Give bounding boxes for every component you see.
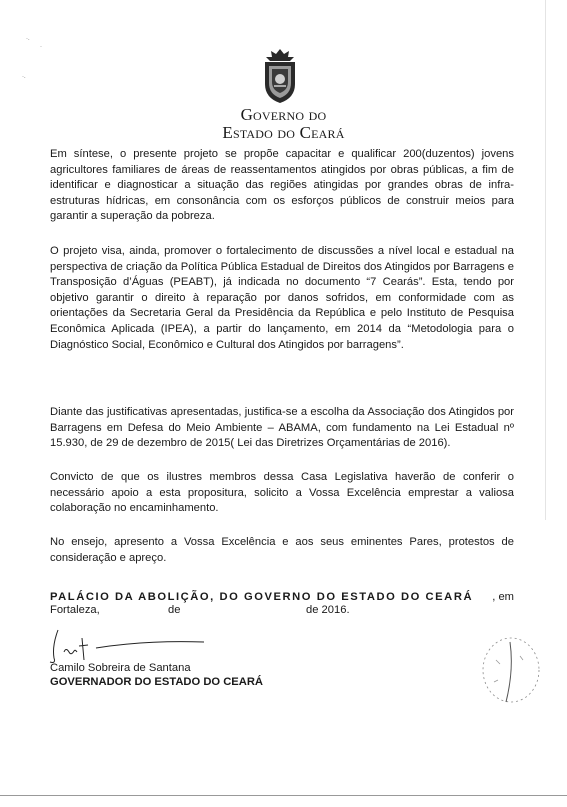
footer-rule	[0, 795, 567, 796]
official-stamp	[476, 630, 546, 710]
header-governo: Governo do	[240, 105, 327, 124]
closing-line	[50, 590, 514, 604]
header-estado: Estado do Ceará	[222, 123, 345, 142]
paragraph-4: Convicto de que os ilustres membros dessa Casa Legislativa haverão de conferir o necessário apoio a esta propositura, solicito a Vossa Excelência emprestar a valiosa colaboração no encaminhamento.	[50, 471, 514, 515]
paragraph-3: Diante das justificativas apresentadas, justifica-se a escolha da Associação dos Atingidos por Barragens em Defesa do Meio Ambiente – ABAMA, com fundamento na Lei Estadual nº 15.930, de 29 de dezembro de 2015( Lei das Diretrizes Orçamentárias de 2016).	[50, 406, 514, 450]
date-line	[50, 603, 514, 617]
scan-speck: ·.	[22, 74, 26, 80]
palace-em: , em	[492, 591, 514, 603]
scan-edge-line	[545, 0, 546, 520]
palace-heading	[50, 590, 490, 604]
palace-heading-text: PALÁCIO DA ABOLIÇÃO, DO GOVERNO DO ESTADO DO CEARÁ	[50, 591, 474, 603]
date-year: de 2016.	[306, 604, 350, 616]
signatory-title: GOVERNADOR DO ESTADO DO CEARÁ	[50, 676, 263, 688]
scan-speck: ·	[40, 44, 42, 50]
state-coat-of-arms-icon	[262, 48, 298, 104]
signatory-name: Camilo Sobreira de Santana	[50, 662, 191, 674]
paragraph-5: No ensejo, apresento a Vossa Excelência e aos seus eminentes Pares, protestos de consideração e apreço.	[50, 536, 514, 564]
paragraph-1: Em síntese, o presente projeto se propõe capacitar e qualificar 200(duzentos) jovens agricultores familiares de áreas de reassentamentos atingidos por obras públicas, a fim de identificar e diagnosticar a situação das regiões atingidas por grandes obras de infra-estruturas hídricas, em consonância com os esforços públicos de construir meios para garantir a superação da pobreza.	[50, 148, 514, 223]
paragraph-2: O projeto visa, ainda, promover o fortalecimento de discussões a nível local e estadual na perspectiva de criação da Política Pública Estadual de Direitos dos Atingidos por Barragens e Transposição d’Águas (PEABT), já indicada no documento “7 Cearás”. Esta, tendo por objetivo garantir o direito à reparação por danos sofridos, em conformidade com as orientações da Secretaria Geral da Presidência da República e pelo Instituto de Pesquisa Econômica Aplicada (IPEA), a partir do lançamento, em 2014 da “Metodologia para o Diagnóstico Social, Econômico e Cultural dos Atingidos por barragens”.	[50, 245, 514, 351]
city-label: Fortaleza,	[50, 604, 100, 616]
scan-speck: ·.	[26, 36, 30, 42]
date-de: de	[168, 604, 181, 616]
